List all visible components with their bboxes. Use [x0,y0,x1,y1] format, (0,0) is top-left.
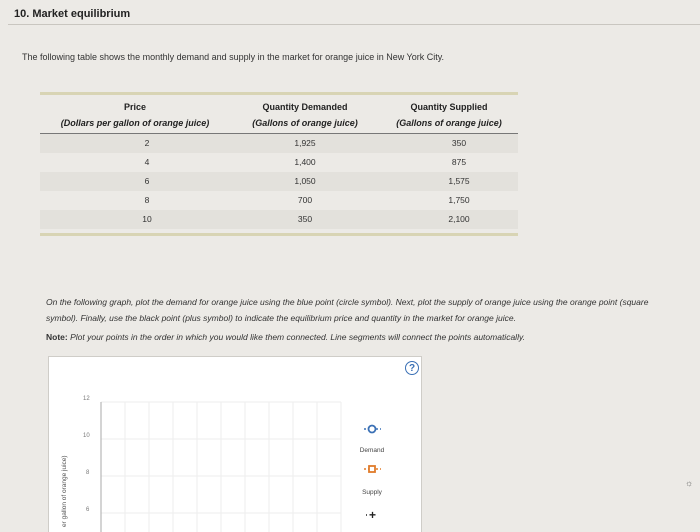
plus-icon: + [369,508,377,522]
market-table [40,92,518,236]
equilibrium-tool[interactable] [366,508,376,522]
header-quantity-supplied: Quantity Supplied (Gallons of orange juice) [396,102,502,128]
note-text [46,332,525,342]
supply-tool[interactable] [364,466,381,472]
header-divider [8,24,700,25]
table-bottom-bar [40,233,518,236]
y-axis-label: er gallon of orange juice) [61,455,68,527]
header-quantity-demanded: Quantity Demanded (Gallons of orange juice) [252,102,358,128]
y-tick-label: 6 [86,507,90,513]
graph-canvas[interactable] [49,357,421,532]
note-body: Plot your points in the order in which you would like them connected. Line segments will connect the points automatically. [67,332,525,342]
page-title: 10. Market equilibrium [14,8,131,20]
y-tick-label: 8 [86,470,90,476]
table-row: 4 1,400 875 [144,157,467,167]
table-row: 2 1,925 350 [40,134,518,153]
header-price: Price (Dollars per gallon of orange juice) [60,102,210,128]
intro-text: The following table shows the monthly demand and supply in the market for orange juice in New York City. [22,52,445,62]
demand-circle-icon [369,426,376,433]
table-row: 10 350 2,100 [40,210,518,229]
legend-supply-label: Supply [362,489,382,496]
table-body [40,134,518,229]
table-header [40,95,518,131]
table-row: 6 1,050 1,575 [40,172,518,191]
supply-square-icon [369,466,375,472]
plot-area[interactable] [48,356,422,532]
legend-demand-label: Demand [359,447,385,454]
demand-tool[interactable] [364,426,381,433]
note-label: Note: [46,332,68,342]
table-row: 8 700 1,750 [144,195,470,205]
graph-instructions: On the following graph, plot the demand for orange juice using the blue point (circle symbol). Next, plot the supply of orange juice using the orange point (square symbol). Finally, use the black point (plus symbol) to indicate the equilibrium price and quantity in the market for orange juice. [46,297,649,323]
cursor-icon: ☼ [685,478,694,488]
y-tick-label: 10 [83,433,90,439]
help-button[interactable]: ? [405,361,419,375]
grid-lines [101,402,341,532]
y-tick-label: 12 [83,396,90,402]
